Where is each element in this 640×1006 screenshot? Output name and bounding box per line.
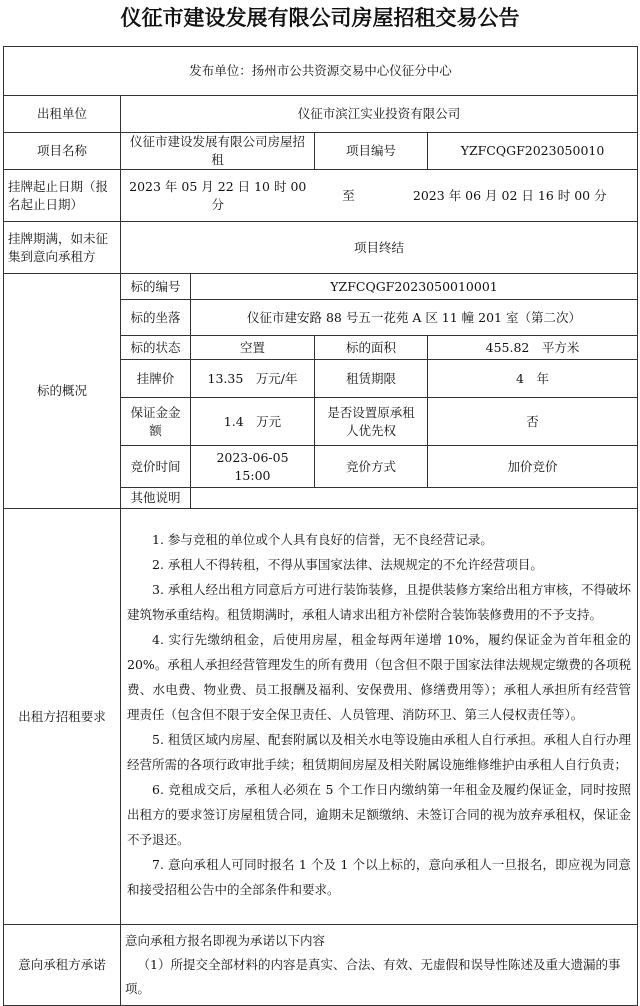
expiry-label: 挂牌期满，如未征集到意向承租方 (4, 222, 121, 274)
period-to: 至 (315, 170, 383, 222)
status-label: 标的状态 (121, 336, 191, 360)
period-label: 挂牌起止日期（报名起止日期） (4, 170, 121, 222)
lot-code-label: 标的编号 (121, 274, 191, 300)
status-value: 空置 (191, 336, 315, 360)
project-name-label: 项目名称 (4, 133, 121, 170)
lot-code-value: YZFCQGF2023050010001 (191, 274, 638, 300)
term-label: 租赁期限 (315, 360, 428, 398)
promise-item: （1）所提交全部材料的内容是真实、合法、有效、无虚假和误导性陈述及重大遗漏的事项。 (125, 957, 621, 996)
other-label: 其他说明 (121, 488, 191, 509)
expiry-value: 项目终结 (121, 222, 638, 274)
overview-label: 标的概况 (4, 274, 121, 509)
price-value: 13.35 万元/年 (191, 360, 315, 398)
price-label: 挂牌价 (121, 360, 191, 398)
area-label: 标的面积 (315, 336, 428, 360)
bid-method-label: 竞价方式 (315, 446, 428, 488)
project-name-value: 仪征市建设发展有限公司房屋招租 (121, 133, 315, 170)
requirement-item: 3. 承租人经出租方同意后方可进行装饰装修，且提供装修方案给出租方审核，不得破坏建筑物承重结构。租赁期满时，承租人请求出租方补偿附合装饰装修费用的不予支持。 (127, 582, 632, 622)
requirement-item: 4. 实行先缴纳租金，后使用房屋，租金每两年递增 10%，履约保证金为首年租金的 20%。承租人承担经营管理发生的所有费用（包含但不限于国家法律法规规定缴费的各项税费、水电费、物业费、员工报酬及福利、安保费用、修缮费用等）；承租人承担所有经营管理责任（包含但不限于安全保卫责任、人员管理、消防环卫、第三人侵权责任等）。 (127, 632, 632, 722)
bid-method-value: 加价竞价 (428, 446, 638, 488)
location-value: 仪征市建安路 88 号五一花苑 A 区 11 幢 201 室（第二次） (191, 300, 638, 336)
deposit-label: 保证金金额 (121, 398, 191, 446)
term-value: 4 年 (428, 360, 638, 398)
requirement-item: 5. 租赁区域内房屋、配套附属以及相关水电等设施由承租人自行承担。承租人自行办理经营所需的各项行政审批手续；租赁期间房屋及相关附属设施维修维护由承租人自行负责； (127, 732, 632, 772)
area-value: 455.82 平方米 (428, 336, 638, 360)
page-title: 仪征市建设发展有限公司房屋招租交易公告 (120, 6, 520, 30)
lessor-label: 出租单位 (4, 96, 121, 133)
requirement-item: 1. 参与竞租的单位或个人具有良好的信誉，无不良经营记录。 (152, 532, 493, 547)
lessor-value: 仪征市滨江实业投资有限公司 (121, 96, 638, 133)
requirement-item: 7. 意向承租人可同时报名 1 个及 1 个以上标的，意向承租人一旦报名，即应视为同意和接受招租公告中的全部条件和要求。 (127, 857, 632, 897)
promise-label: 意向承租方承诺 (4, 925, 121, 1006)
publisher-cell: 发布单位：扬州市公共资源交易中心仪征分中心 (4, 47, 638, 96)
period-end: 2023 年 06 月 02 日 16 时 00 分 (383, 170, 638, 222)
promise-content (121, 925, 638, 1006)
deposit-value: 1.4 万元 (191, 398, 315, 446)
promise-intro: 意向承租方报名即视为承诺以下内容 (125, 933, 326, 948)
project-code-label: 项目编号 (315, 133, 428, 170)
bid-time-value: 2023-06-05 15:00 (191, 446, 315, 488)
other-value (191, 488, 638, 509)
bid-time-label: 竞价时间 (121, 446, 191, 488)
priority-value: 否 (428, 398, 638, 446)
location-label: 标的坐落 (121, 300, 191, 336)
project-code-value: YZFCQGF2023050010 (428, 133, 638, 170)
requirements-list (121, 509, 638, 925)
priority-label: 是否设置原承租人优先权 (315, 398, 428, 446)
requirement-item: 6. 竞租成交后，承租人必须在 5 个工作日内缴纳第一年租金及履约保证金，同时按照出租方的要求签订房屋租赁合同，逾期未足额缴纳、未签订合同的视为放弃承租权，保证金不予退还。 (127, 782, 632, 847)
requirements-label: 出租方招租要求 (4, 509, 121, 925)
period-start: 2023 年 05 月 22 日 10 时 00 分 (121, 170, 315, 222)
requirement-item: 2. 承租人不得转租，不得从事国家法律、法规规定的不允许经营项目。 (152, 557, 543, 572)
notice-table (3, 46, 638, 1006)
